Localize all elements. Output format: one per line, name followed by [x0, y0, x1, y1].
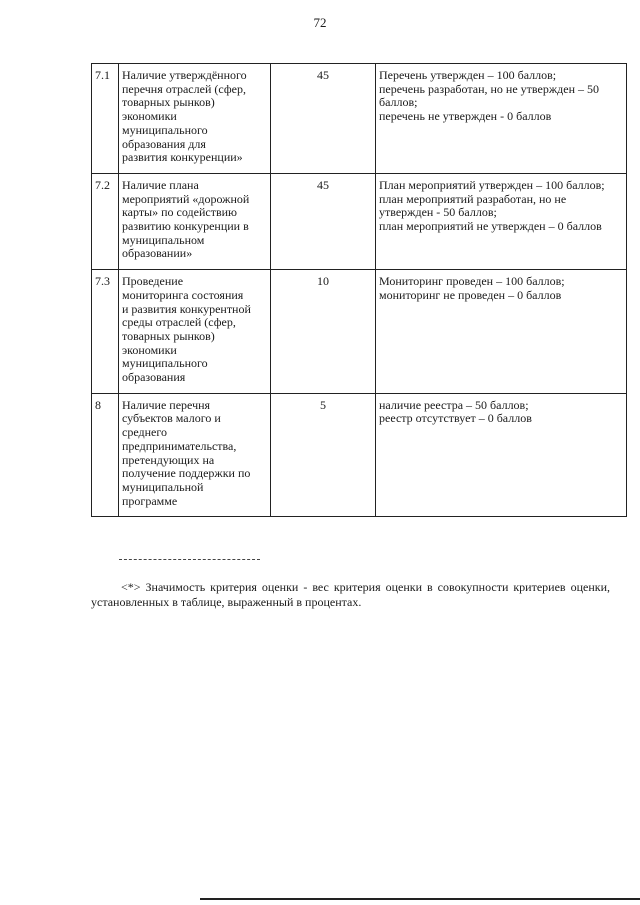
criterion-name-line: образования	[122, 370, 186, 385]
criterion-name-line: среды отраслей (сфер,	[122, 315, 236, 330]
criterion-name-line: муниципальном	[122, 232, 205, 247]
criterion-name-line: субъектов малого и	[122, 411, 221, 426]
criterion-number: 8	[92, 393, 119, 517]
criterion-name-line: муниципального	[122, 122, 208, 137]
criterion-name	[119, 393, 271, 517]
criterion-scoring	[376, 393, 627, 517]
scoring-line: перечень разработан, но не утвержден – 50	[379, 81, 599, 96]
bottom-rule	[200, 898, 640, 900]
criterion-name	[119, 270, 271, 394]
criteria-table-body	[92, 64, 627, 517]
criterion-name-line: образовании»	[122, 246, 193, 261]
scoring-line: Перечень утвержден – 100 баллов;	[379, 68, 557, 82]
criterion-name	[119, 173, 271, 269]
scoring-line: утвержден - 50 баллов;	[379, 205, 497, 220]
scoring-line: реестр отсутствует – 0 баллов	[379, 411, 532, 426]
criterion-name-line: образования для	[122, 136, 206, 151]
criterion-name-line: получение поддержки по	[122, 466, 251, 481]
criteria-table	[91, 63, 627, 517]
criterion-name-line: мероприятий «дорожной	[122, 191, 250, 206]
scoring-line: План мероприятий утвержден – 100 баллов;	[379, 177, 605, 192]
criterion-name-line: перечня отраслей (сфер,	[122, 81, 246, 96]
scoring-line: наличие реестра – 50 баллов;	[379, 397, 529, 412]
criterion-scoring	[376, 173, 627, 269]
criterion-name-line: развития конкуренции»	[122, 150, 243, 165]
criterion-name-line: карты» по содействию	[122, 205, 238, 220]
criterion-name-line: программе	[122, 493, 178, 508]
criterion-name-line: Проведение	[122, 274, 184, 289]
criterion-name-line: мониторинга состояния	[122, 287, 244, 302]
criterion-name-line: муниципальной	[122, 479, 204, 494]
criterion-weight: 10	[271, 270, 376, 394]
criterion-number: 7.3	[92, 270, 119, 394]
criterion-name-line: муниципального	[122, 356, 208, 371]
criterion-weight: 45	[271, 173, 376, 269]
scoring-line: план мероприятий разработан, но не	[379, 191, 567, 206]
table-row	[92, 173, 627, 269]
footnote-text: <*> Значимость критерия оценки - вес критерия оценки в совокупности критериев оценки, установленных в таблице, выраженный в процентах.	[91, 580, 610, 609]
criterion-number: 7.2	[92, 173, 119, 269]
criterion-name-line: развитию конкуренции в	[122, 219, 249, 234]
table-row	[92, 393, 627, 517]
footnote-separator	[119, 559, 260, 560]
criterion-name-line: экономики	[122, 342, 177, 357]
scoring-line: план мероприятий не утвержден – 0 баллов	[379, 219, 602, 234]
table-row	[92, 270, 627, 394]
criterion-name-line: среднего	[122, 425, 167, 440]
scoring-line: баллов;	[379, 95, 418, 110]
scoring-line: мониторинг не проведен – 0 баллов	[379, 287, 562, 302]
criterion-name-line: экономики	[122, 109, 177, 124]
criterion-name-line: Наличие утверждённого	[122, 68, 247, 82]
criterion-weight: 45	[271, 64, 376, 174]
criterion-weight: 5	[271, 393, 376, 517]
criterion-name-line: товарных рынков)	[122, 95, 215, 110]
scoring-line: перечень не утвержден - 0 баллов	[379, 109, 552, 124]
criterion-name-line: товарных рынков)	[122, 328, 215, 343]
criterion-name	[119, 64, 271, 174]
page-number: 72	[313, 15, 327, 30]
criterion-name-line: претендующих на	[122, 452, 215, 467]
criterion-scoring	[376, 64, 627, 174]
criterion-name-line: предпринимательства,	[122, 438, 237, 453]
criterion-name-line: и развития конкурентной	[122, 301, 251, 316]
criterion-scoring	[376, 270, 627, 394]
criterion-name-line: Наличие плана	[122, 177, 199, 192]
criterion-number: 7.1	[92, 64, 119, 174]
footnote	[91, 580, 610, 610]
criterion-name-line: Наличие перечня	[122, 397, 211, 412]
scoring-line: Мониторинг проведен – 100 баллов;	[379, 274, 565, 289]
table-row	[92, 64, 627, 174]
